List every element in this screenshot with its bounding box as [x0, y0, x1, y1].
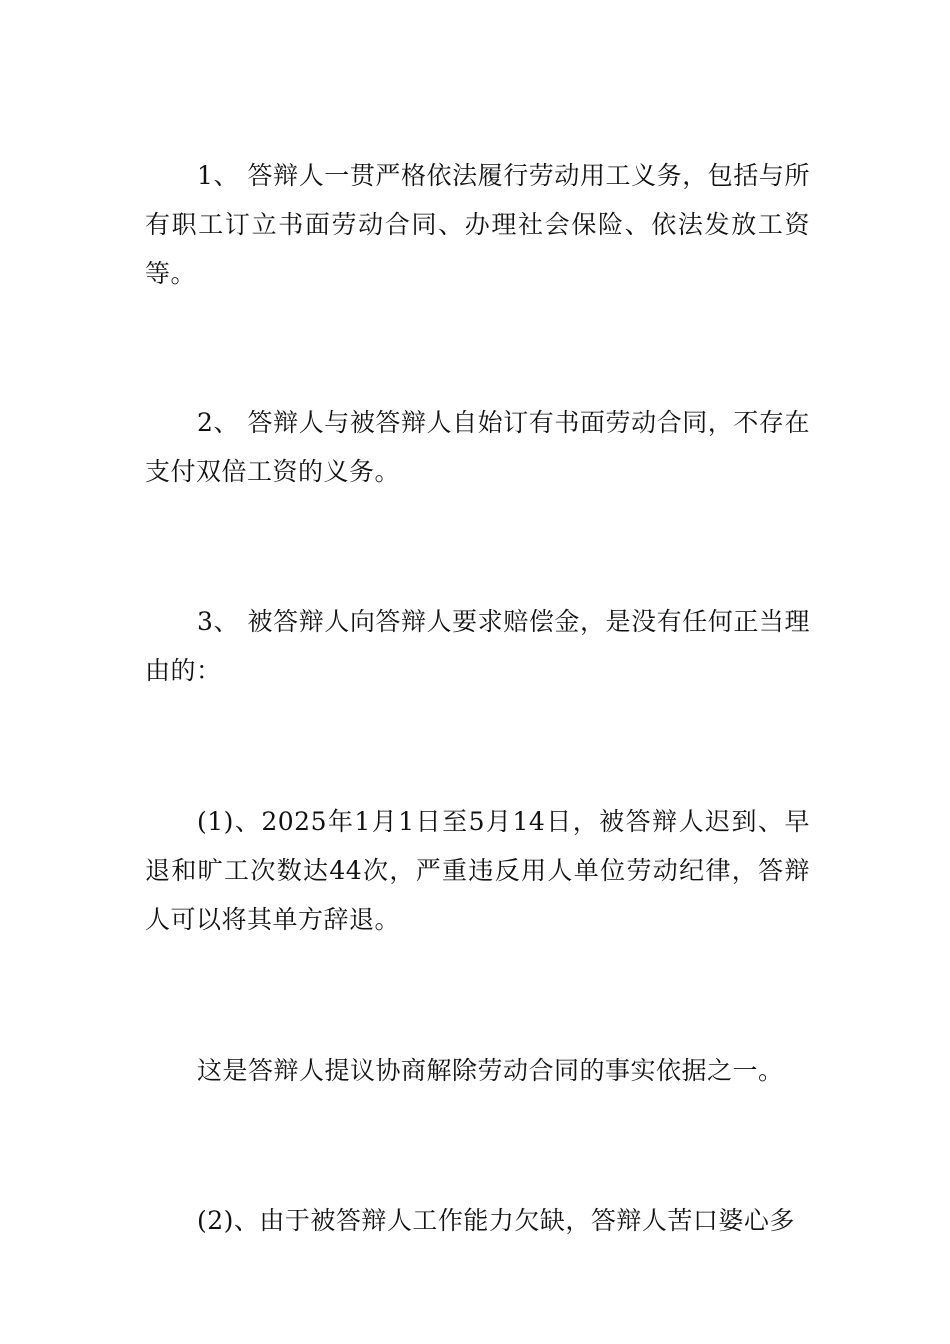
paragraph-5: 这是答辩人提议协商解除劳动合同的事实依据之一。 — [197, 1056, 784, 1085]
paragraph-2: 2、 答辩人与被答辩人自始订有书面劳动合同，不存在支付双倍工资的义务。 — [145, 408, 810, 486]
paragraph-6: (2)、由于被答辩人工作能力欠缺，答辩人苦口婆心多 — [197, 1206, 795, 1235]
paragraph-4: (1)、2025年1月1日至5月14日，被答辩人迟到、早退和旷工次数达44次，严重违反用人单位劳动纪律，答辩人可以将其单方辞退。 — [145, 807, 810, 934]
paragraph-1: 1、 答辩人一贯严格依法履行劳动用工义务，包括与所有职工订立书面劳动合同、办理社会保险、依法发放工资等。 — [145, 161, 810, 288]
paragraph-3: 3、 被答辩人向答辩人要求赔偿金，是没有任何正当理由的： — [145, 607, 810, 685]
